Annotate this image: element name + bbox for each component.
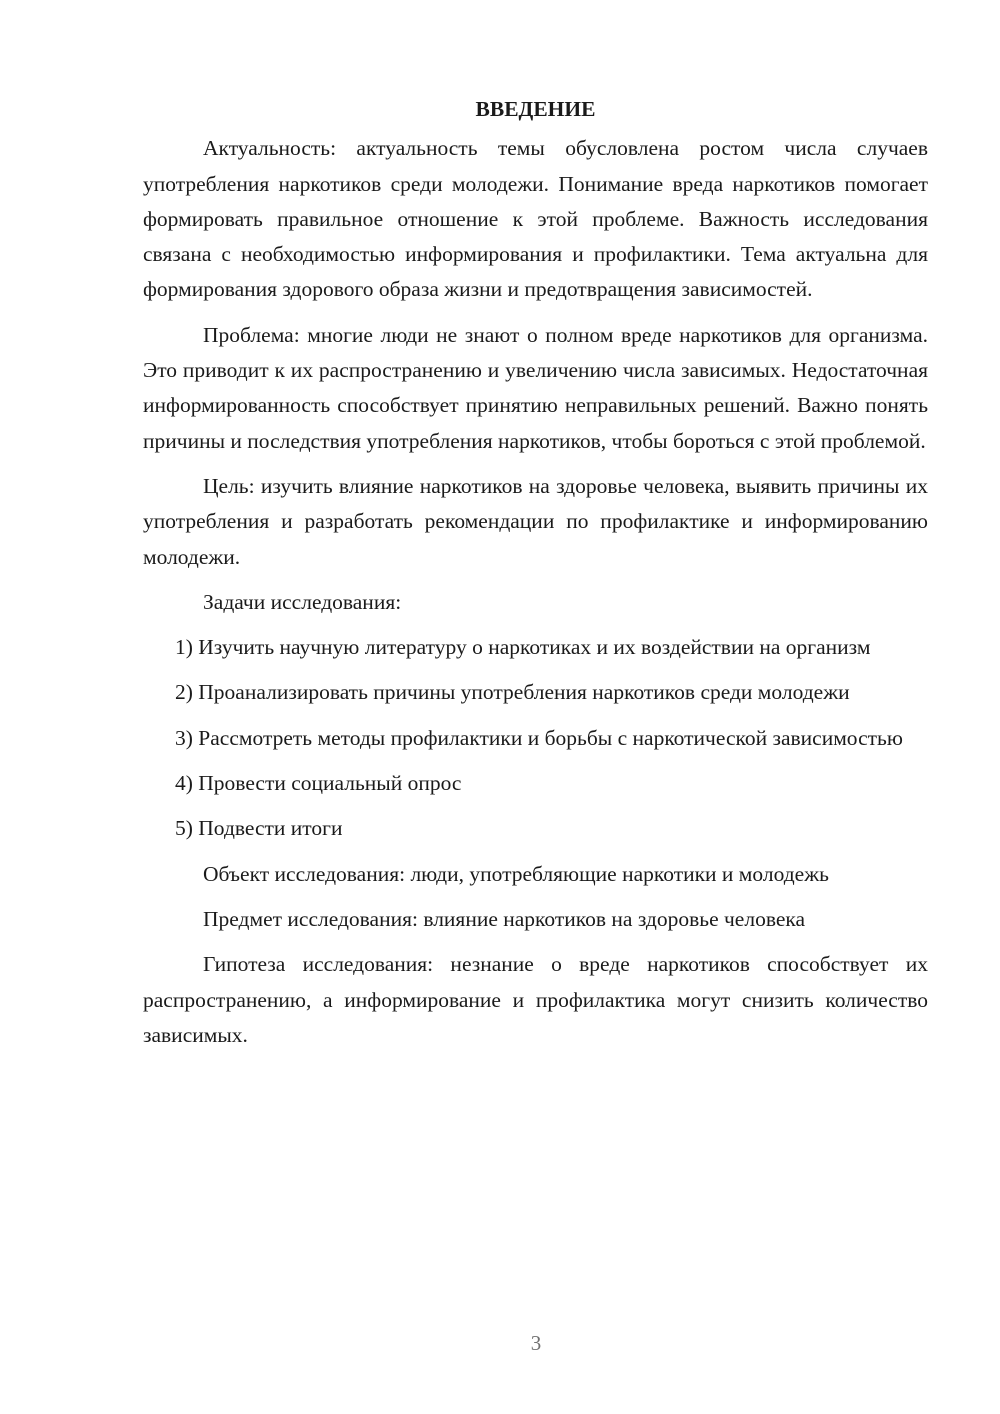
paragraph-subject: Предмет исследования: влияние наркотиков на здоровье человека — [203, 906, 806, 931]
paragraph-problem: Проблема: многие люди не знают о полном вреде наркотиков для организма. Это приводит к их распространению и увеличению числа зависимых. Недостаточная информированность способствует принятию неправильных решений. Важно понять причины и последствия употребления наркотиков, чтобы бороться с этой проблемой. — [143, 322, 928, 453]
document-page — [143, 92, 928, 1063]
paragraph-relevance: Актуальность: актуальность темы обусловлена ростом числа случаев употребления наркотиков среди молодежи. Понимание вреда наркотиков помогает формировать правильное отношение к этой проблеме. Важность исследования связана с необходимостью информирования и профилактики. Тема актуальна для формирования здорового образа жизни и предотвращения зависимостей. — [143, 136, 928, 302]
section-title: ВВЕДЕНИЕ — [475, 97, 596, 121]
task-item-5: 5) Подвести итоги — [175, 816, 343, 841]
task-item-1: 1) Изучить научную литературу о наркотиках и их воздействии на организм — [175, 635, 871, 660]
page-number: 3 — [530, 1331, 542, 1355]
task-item-2: 2) Проанализировать причины употребления наркотиков среди молодежи — [175, 680, 850, 705]
paragraph-hypothesis: Гипотеза исследования: незнание о вреде наркотиков способствует их распространению, а информирование и профилактика могут снизить количество зависимых. — [143, 952, 928, 1047]
paragraph-object: Объект исследования: люди, употребляющие наркотики и молодежь — [203, 861, 829, 886]
task-item-3: 3) Рассмотреть методы профилактики и борьбы с наркотической зависимостью — [175, 725, 903, 750]
paragraph-goal: Цель: изучить влияние наркотиков на здоровье человека, выявить причины их употребления и разработать рекомендации по профилактике и информированию молодежи. — [143, 473, 928, 569]
task-item-4: 4) Провести социальный опрос — [175, 771, 462, 796]
tasks-heading: Задачи исследования: — [203, 589, 402, 614]
